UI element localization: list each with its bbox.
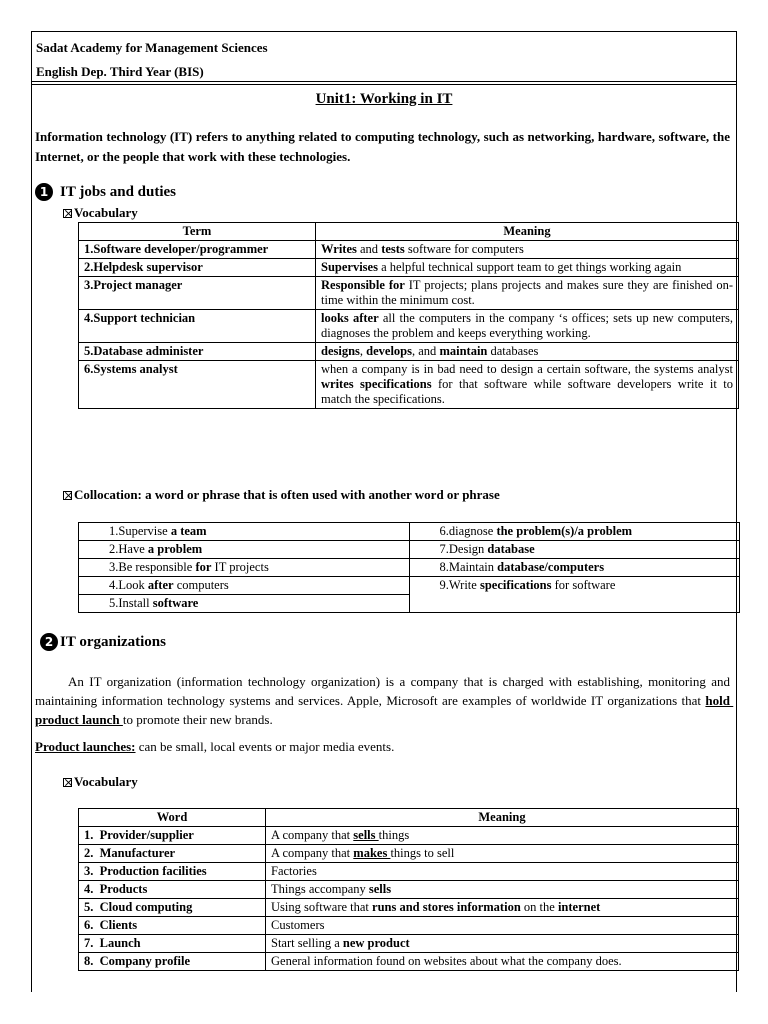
table-row xyxy=(79,863,739,881)
text-run: IT projects; plans projects and makes sure they are finished on-time within the minimum cost. xyxy=(321,278,733,307)
text-run: 4.Look xyxy=(109,578,148,592)
text-run: A company that xyxy=(271,846,354,860)
unit-title: Unit1: Working in IT xyxy=(315,91,453,107)
table-row xyxy=(79,310,739,343)
emphasis-run: looks after xyxy=(321,311,379,325)
organizations-paragraph xyxy=(35,672,734,729)
text-run: and xyxy=(356,242,382,256)
text-run: 8.Maintain xyxy=(439,560,498,574)
meaning-cell xyxy=(316,361,739,409)
text-run: A company that xyxy=(271,828,354,842)
emphasis-run: database/computers xyxy=(497,560,605,574)
term-cell: 3.Project manager xyxy=(79,277,316,310)
text-run: Start selling a xyxy=(271,936,343,950)
emphasis-run: develops xyxy=(366,344,412,358)
text-run: all the computers in the company ‘s offices; sets up new computers, diagnoses the problem and keeps everything working. xyxy=(321,311,737,340)
emphasis-run: writes specifications xyxy=(321,377,432,391)
table-row xyxy=(79,541,740,559)
table-row xyxy=(79,577,740,595)
text-run: 1.Supervise xyxy=(109,524,171,538)
emphasis-run: new product xyxy=(342,936,410,950)
emphasis-run: Product launches: xyxy=(35,739,136,754)
emphasis-run: a team xyxy=(170,524,207,538)
header-rule-bottom xyxy=(32,84,736,85)
meaning-cell xyxy=(316,310,739,343)
table-row xyxy=(79,241,739,259)
text-run: Factories xyxy=(271,864,317,878)
text-run: 7.Design xyxy=(439,542,488,556)
text-run: things xyxy=(378,828,410,842)
collocation-item xyxy=(409,523,740,541)
document-page xyxy=(31,31,737,992)
table-row xyxy=(79,523,740,541)
text-run: Customers xyxy=(271,918,325,932)
term-cell: 1.Software developer/programmer xyxy=(79,241,316,259)
meaning-cell xyxy=(266,935,739,953)
emphasis-run: designs xyxy=(321,344,360,358)
department-line: English Dep. Third Year (BIS) xyxy=(36,64,204,79)
emphasis-run: Supervises xyxy=(321,260,378,274)
meaning-cell xyxy=(266,881,739,899)
emphasis-run: tests xyxy=(381,242,405,256)
emphasis-run: after xyxy=(147,578,174,592)
text-run: for software xyxy=(551,578,616,592)
meaning-cell xyxy=(316,259,739,277)
text-run: 2.Have xyxy=(109,542,148,556)
emphasis-run: the problem(s)/a problem xyxy=(496,524,633,538)
emphasis-run: internet xyxy=(557,900,601,914)
intro-paragraph: Information technology (IT) refers to anything related to computing technology, such as networking, hardware, software, the Internet, or the people that work with these technologies. xyxy=(35,129,730,164)
meaning-cell xyxy=(316,241,739,259)
text-run: , and xyxy=(412,344,440,358)
collocation-definition: a word or phrase that is often used with another word or phrase xyxy=(141,487,500,502)
meaning-cell xyxy=(266,953,739,971)
vocabulary-table-2 xyxy=(78,808,739,971)
text-run: 6.diagnose xyxy=(439,524,497,538)
text-run: 3.Be responsible xyxy=(109,560,196,574)
text-run: , xyxy=(359,344,367,358)
column-header-word: Word xyxy=(79,809,266,827)
table-row xyxy=(79,845,739,863)
emphasis-run: database xyxy=(487,542,535,556)
text-run: can be small, local events or major media events. xyxy=(135,739,395,754)
text-run: software for computers xyxy=(404,242,524,256)
table-row xyxy=(79,277,739,310)
table-row xyxy=(79,559,740,577)
text-run: computers xyxy=(173,578,229,592)
term-cell: 5.Database administer xyxy=(79,343,316,361)
meaning-cell xyxy=(316,343,739,361)
section-number-badge: 1 xyxy=(35,183,53,201)
institution-name: Sadat Academy for Management Sciences xyxy=(36,40,268,55)
emphasis-run: software xyxy=(152,596,199,610)
table-row xyxy=(79,343,739,361)
word-cell: 7. Launch xyxy=(79,935,266,953)
word-cell: 4. Products xyxy=(79,881,266,899)
emphasis-run: maintain xyxy=(439,344,488,358)
meaning-cell xyxy=(266,899,739,917)
word-cell: 3. Production facilities xyxy=(79,863,266,881)
emphasis-run: hold product launch xyxy=(35,693,734,727)
text-run: on the xyxy=(520,900,558,914)
word-cell: 6. Clients xyxy=(79,917,266,935)
table-row xyxy=(79,259,739,277)
text-run: a helpful technical support team to get things working again xyxy=(377,260,682,274)
column-header-meaning: Meaning xyxy=(316,223,739,241)
text-run: Things accompany xyxy=(271,882,369,896)
checkbox-x-icon xyxy=(63,491,72,500)
collocation-item xyxy=(79,523,410,541)
collocation-table xyxy=(78,522,740,613)
collocation-item xyxy=(409,541,740,559)
emphasis-run: Responsible for xyxy=(321,278,405,292)
emphasis-run: specifications xyxy=(479,578,552,592)
word-cell: 2. Manufacturer xyxy=(79,845,266,863)
emphasis-run: makes xyxy=(353,846,391,860)
table-row xyxy=(79,361,739,409)
section-number-badge: 2 xyxy=(40,633,58,651)
checkbox-x-icon xyxy=(63,209,72,218)
table-row xyxy=(79,917,739,935)
collocation-heading xyxy=(63,487,500,503)
collocation-label: Collocation: xyxy=(74,487,142,502)
text-run: 9.Write xyxy=(439,578,480,592)
text-run: An IT organization (information technology organization) is a company that is charged with establishing, monitoring and maintaining information technology systems and services. Apple, Microsoft are examples of worldwide IT organizations that xyxy=(35,674,734,708)
checkbox-x-icon xyxy=(63,778,72,787)
emphasis-run: sells xyxy=(368,882,392,896)
column-header-term: Term xyxy=(79,223,316,241)
text-run: when a company is in bad need to design a certain software, the systems analyst xyxy=(321,362,737,376)
collocation-item xyxy=(79,595,410,613)
table-row xyxy=(79,953,739,971)
text-run: databases xyxy=(487,344,539,358)
collocation-item xyxy=(409,577,740,613)
text-run: 5.Install xyxy=(109,596,153,610)
meaning-cell xyxy=(316,277,739,310)
product-launches-paragraph xyxy=(35,737,730,756)
emphasis-run: a problem xyxy=(147,542,203,556)
meaning-cell xyxy=(266,917,739,935)
column-header-meaning: Meaning xyxy=(266,809,739,827)
vocabulary-label-1: Vocabulary xyxy=(63,205,138,221)
meaning-cell xyxy=(266,827,739,845)
section1-heading xyxy=(35,183,176,201)
collocation-item xyxy=(79,577,410,595)
term-cell: 4.Support technician xyxy=(79,310,316,343)
word-cell: 1. Provider/supplier xyxy=(79,827,266,845)
collocation-item xyxy=(79,559,410,577)
section1-title: IT jobs and duties xyxy=(60,183,177,200)
table-row xyxy=(79,935,739,953)
vocabulary-label-2: Vocabulary xyxy=(63,774,138,790)
emphasis-run: for xyxy=(195,560,212,574)
section2-title: IT organizations xyxy=(60,633,166,650)
text-run: for that software while software developers write it to match the specifications. xyxy=(321,377,737,406)
word-cell: 8. Company profile xyxy=(79,953,266,971)
text-run: IT projects xyxy=(211,560,269,574)
word-cell: 5. Cloud computing xyxy=(79,899,266,917)
vocabulary-table-1 xyxy=(78,222,739,409)
text-run: Using software that xyxy=(271,900,373,914)
emphasis-run: Writes xyxy=(321,242,357,256)
section2-heading xyxy=(40,633,166,651)
header-rule-top xyxy=(32,81,736,82)
meaning-cell xyxy=(266,863,739,881)
collocation-item xyxy=(409,559,740,577)
table-row xyxy=(79,899,739,917)
meaning-cell xyxy=(266,845,739,863)
table-row xyxy=(79,827,739,845)
text-run: things to sell xyxy=(390,846,455,860)
text-run: General information found on websites about what the company does. xyxy=(271,954,622,968)
collocation-item xyxy=(79,541,410,559)
term-cell: 6.Systems analyst xyxy=(79,361,316,409)
emphasis-run: sells xyxy=(353,828,379,842)
table-row xyxy=(79,881,739,899)
term-cell: 2.Helpdesk supervisor xyxy=(79,259,316,277)
text-run: to promote their new brands. xyxy=(122,712,273,727)
emphasis-run: runs and stores information xyxy=(372,900,521,914)
